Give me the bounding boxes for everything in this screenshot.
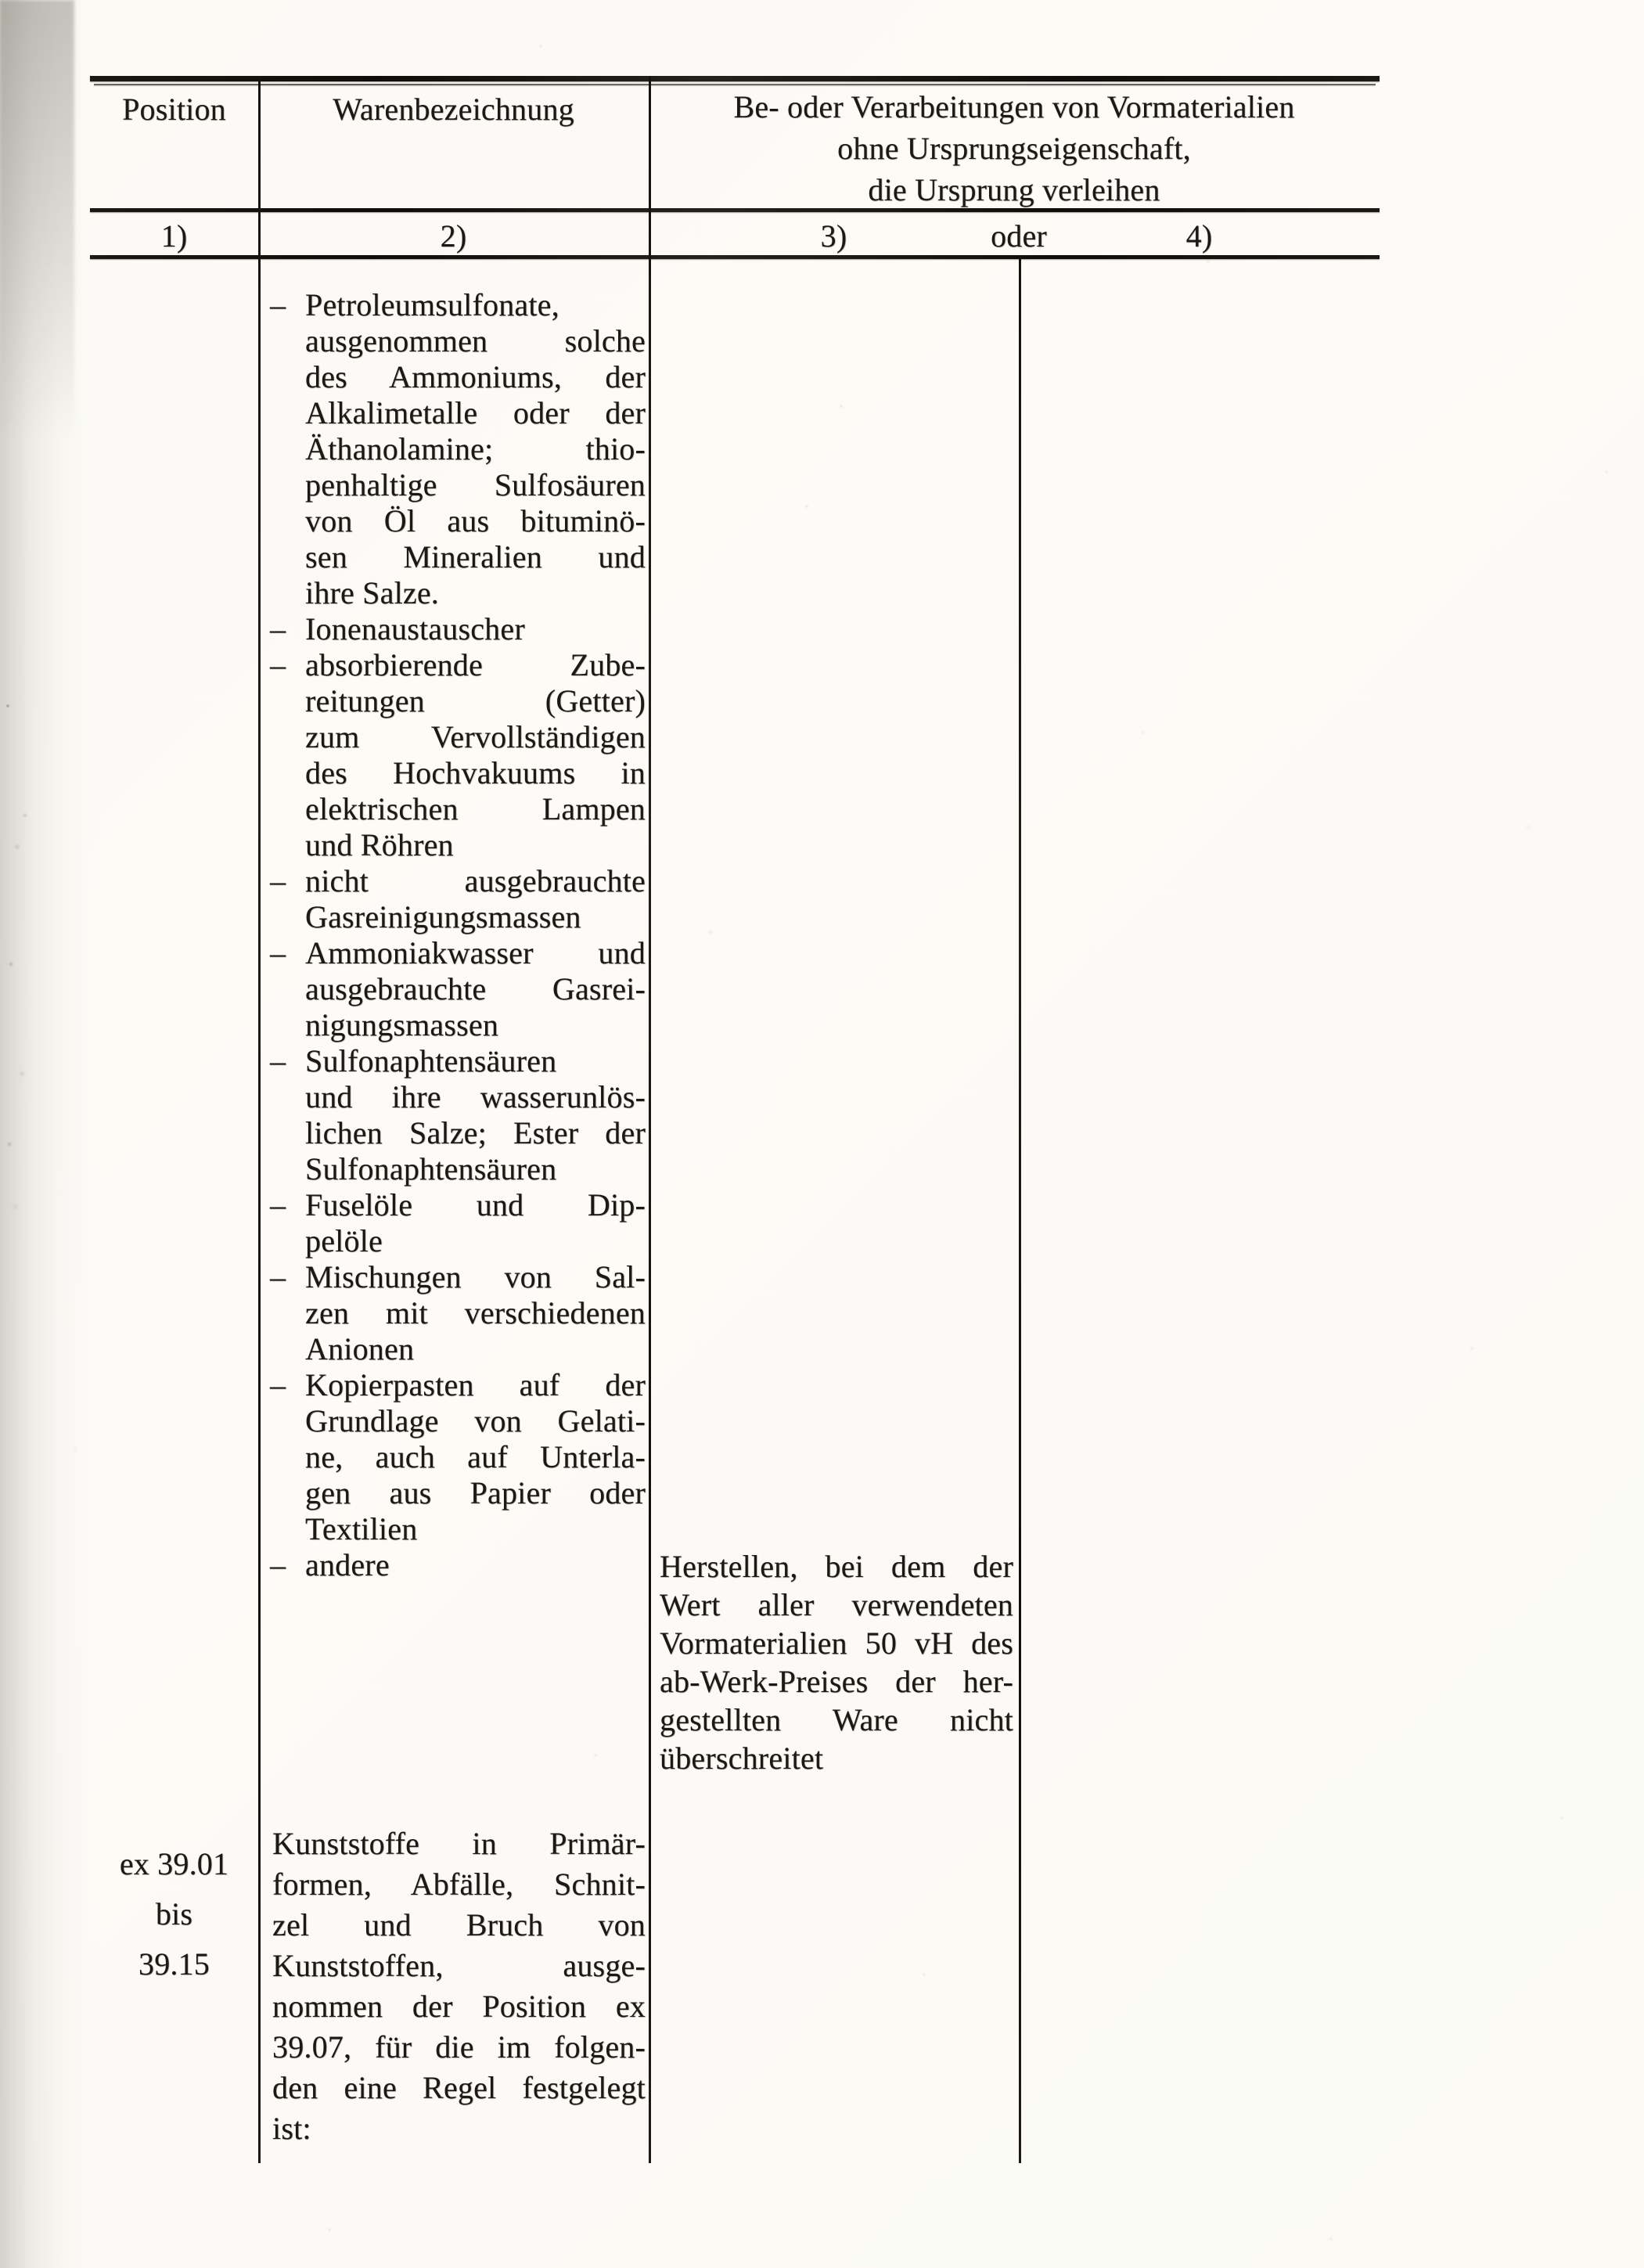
list-item [270,1547,646,1583]
list-dash: – [270,1187,286,1222]
list-dash: – [270,935,286,970]
text-line: elektrischen Lampen [305,791,646,826]
processing-rule-text [660,1547,1013,1777]
text-line: Be- oder Verarbeitungen von Vormaterialien [733,89,1295,124]
table-top-rule-shadow [94,84,1376,85]
list-dash: – [270,647,286,682]
text-line: von Öl aus bituminö- [305,503,646,538]
text-line: Ionenaustauscher [305,611,525,646]
text-line: des Ammoniums, der [305,359,646,394]
header-position-label: Position [122,92,226,127]
text-line: Herstellen, bei dem der [660,1549,1013,1584]
text-line: zen mit verschiedenen [305,1295,646,1330]
list-dash: – [270,611,286,646]
list-item [270,611,646,647]
list-item [270,1187,646,1259]
text-line: Gasreinigungsmassen [305,899,581,934]
list-dash: – [270,1043,286,1078]
text-line: Kunststoffen, ausge- [272,1948,646,1983]
text-line: gestellten Ware nicht [660,1702,1013,1737]
column-number-1: 1) [160,218,188,254]
text-line: reitungen (Getter) [305,683,646,718]
text-line: nigungsmassen [305,1007,499,1042]
text-line: zel und Bruch von [272,1907,646,1942]
text-line: ne, auch auf Unterla- [305,1439,646,1474]
text-line: 39.15 [138,1946,210,1982]
text-line: ihre Salze. [305,575,440,610]
text-line: des Hochvakuums in [305,755,646,790]
text-line: und Röhren [305,827,454,862]
column-divider-position [258,76,261,2163]
goods-description-list [270,287,646,1583]
list-item [270,863,646,935]
list-item [270,287,646,611]
text-line: ist: [272,2111,311,2146]
scan-speckle-artifact [6,704,9,707]
list-item [270,1259,646,1367]
list-dash: – [270,287,286,322]
list-dash: – [270,1547,286,1582]
text-line: Fuselöle und Dip- [305,1187,646,1222]
text-line: Kopierpasten auf der [305,1367,646,1402]
header-goods-label: Warenbezeichnung [333,92,574,127]
column-number-2: 2) [440,218,467,254]
text-line: Sulfonaphtensäuren [305,1151,557,1186]
text-line: ohne Ursprungseigenschaft, [837,131,1191,166]
scan-corner-artifact [0,0,74,438]
list-item [270,935,646,1043]
text-line: Ammoniakwasser und [305,935,646,970]
column-number-3: 3) [820,218,847,254]
text-line: 39.07, für die im folgen- [272,2029,646,2065]
text-line: sen Mineralien und [305,539,646,574]
text-line: absorbierende Zube- [305,647,646,682]
text-line: Grundlage von Gelati- [305,1403,646,1438]
text-line: gen aus Papier oder [305,1475,646,1510]
text-line: ab-Werk-Preises der her- [660,1664,1013,1699]
text-line: penhaltige Sulfosäuren [305,467,646,502]
text-line: ausgebrauchte Gasrei- [305,971,646,1006]
column-number-conjunction: oder [991,218,1047,254]
list-item [270,1043,646,1187]
text-line: bis [155,1896,193,1931]
text-line: pelöle [305,1223,383,1258]
text-line: formen, Abfälle, Schnit- [272,1867,646,1902]
text-line: zum Vervollständigen [305,719,646,754]
column-numbers-separator-rule [90,255,1380,259]
text-line: nicht ausgebrauchte [305,863,646,898]
list-dash: – [270,863,286,898]
text-line: und ihre wasserunlös- [305,1079,646,1114]
text-line: überschreitet [660,1741,824,1776]
text-line: nommen der Position ex [272,1989,646,2024]
list-item [270,647,646,863]
column-number-4: 4) [1185,218,1213,254]
text-line: Äthanolamine; thio- [305,431,646,466]
text-line: Anionen [305,1331,415,1366]
text-line: Textilien [305,1511,418,1546]
text-line: Alkalimetalle oder der [305,395,646,430]
goods-description-row2 [272,1823,646,2149]
header-processing-label [649,86,1380,211]
text-line: Petroleumsulfonate, [305,287,559,322]
text-line: Wert aller verwendeten [660,1587,1013,1622]
text-line: den eine Regel festgelegt [272,2070,646,2105]
text-line: lichen Salze; Ester der [305,1115,646,1150]
text-line: Vormaterialien 50 vH des [660,1625,1013,1661]
text-line: Mischungen von Sal- [305,1259,646,1294]
column-divider-goods [649,76,651,2163]
text-line: die Ursprung verleihen [868,172,1160,207]
text-line: Kunststoffe in Primär- [272,1826,646,1861]
table-top-rule [90,76,1380,81]
column-divider-rule3-rule4 [1019,255,1021,2163]
scan-speckle-artifact [0,0,2,2]
text-line: ex 39.01 [119,1846,229,1881]
position-code [90,1839,258,1989]
list-dash: – [270,1367,286,1402]
text-line: ausgenommen solche [305,323,646,358]
text-line: andere [305,1547,390,1582]
list-dash: – [270,1259,286,1294]
list-item [270,1367,646,1547]
text-line: Sulfonaphtensäuren [305,1043,557,1078]
